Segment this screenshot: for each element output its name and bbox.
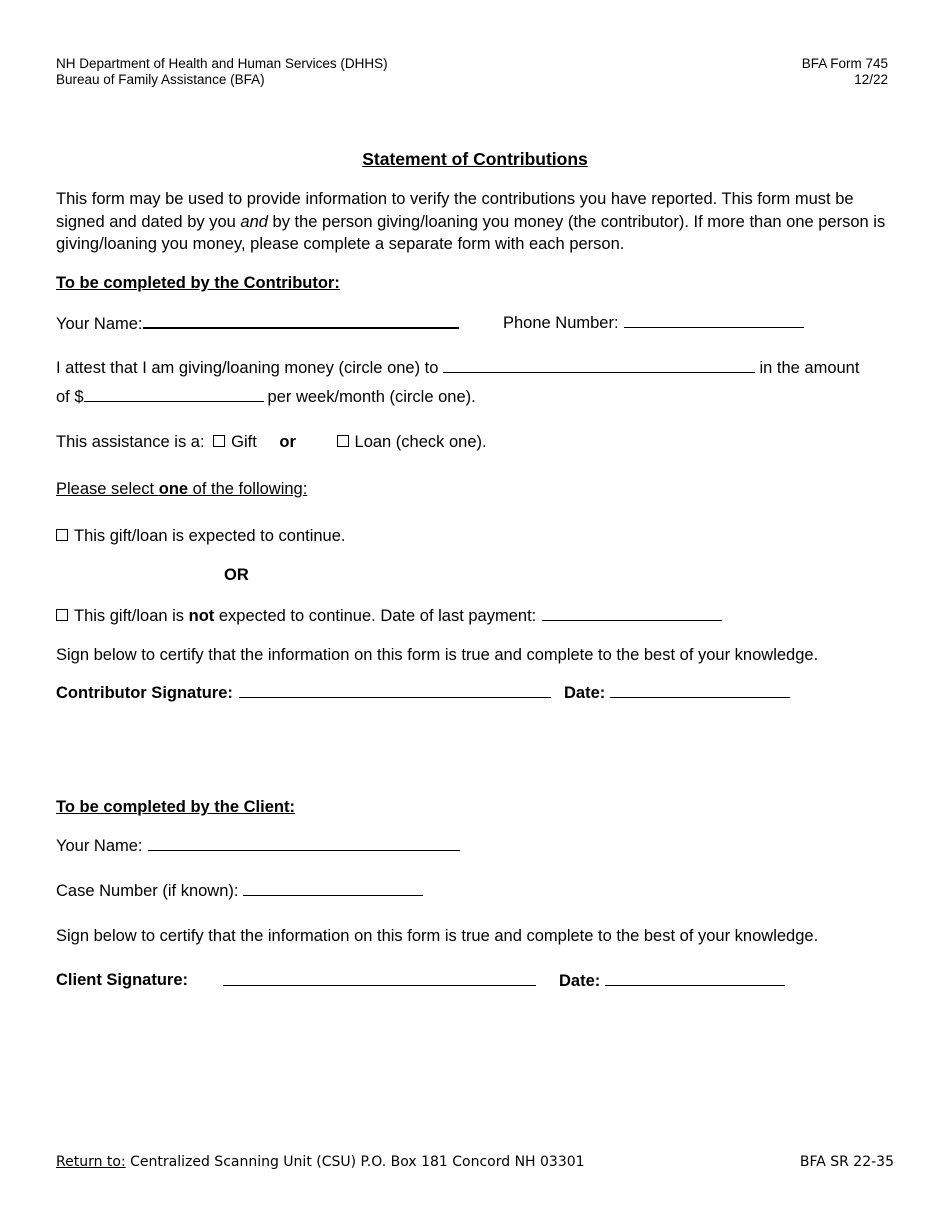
amount-suffix: per week/month (circle one).	[267, 388, 476, 406]
amount-field[interactable]	[84, 385, 264, 402]
form-number: BFA Form 745	[801, 56, 888, 71]
contributor-phone-field[interactable]	[624, 311, 804, 328]
contributor-certify-text: Sign below to certify that the information on this form is true and complete to the best of your knowledge.	[56, 646, 819, 664]
or-divider: OR	[224, 566, 249, 584]
attest-prefix: I attest that I am giving/loaning money (circle one) to	[56, 359, 439, 377]
option-continue-label: This gift/loan is expected to continue.	[74, 527, 346, 545]
client-date-row	[559, 969, 787, 992]
gift-checkbox[interactable]	[213, 435, 225, 447]
contributor-name-field[interactable]	[143, 311, 459, 329]
return-address: Return to: Centralized Scanning Unit (CSU) P.O. Box 181 Concord NH 03301	[56, 1154, 585, 1170]
case-number-row	[56, 879, 425, 902]
client-name-row	[56, 834, 462, 857]
contributor-name-row	[56, 311, 461, 335]
assistance-type-row	[56, 431, 487, 453]
contributor-phone-label: Phone Number:	[503, 314, 619, 332]
gift-label: Gift	[231, 433, 257, 451]
contributor-signature-label: Contributor Signature:	[56, 684, 233, 702]
loan-checkbox[interactable]	[337, 435, 349, 447]
form-code: BFA SR 22-35	[799, 1154, 894, 1170]
client-name-label: Your Name:	[56, 837, 143, 855]
client-signature-field[interactable]	[223, 969, 536, 986]
last-payment-date-field[interactable]	[542, 604, 722, 621]
client-date-field[interactable]	[605, 969, 785, 986]
department-name: NH Department of Health and Human Services (DHHS)	[56, 56, 388, 71]
contributor-date-field[interactable]	[610, 681, 790, 698]
contributor-date-row	[564, 681, 792, 704]
contributor-signature-field[interactable]	[239, 681, 551, 698]
amount-prefix: of $	[56, 388, 84, 406]
page-title: Statement of Contributions	[362, 149, 588, 169]
attest-row	[56, 356, 859, 379]
intro-emphasis: and	[240, 212, 268, 231]
client-signature-field-wrap	[223, 969, 536, 992]
continue-checkbox[interactable]	[56, 529, 68, 541]
select-instruction: Please select one of the following:	[56, 480, 308, 498]
case-number-field[interactable]	[243, 879, 423, 896]
case-number-label: Case Number (if known):	[56, 882, 239, 900]
form-date: 12/22	[854, 72, 888, 87]
client-heading: To be completed by the Client:	[56, 798, 295, 816]
client-name-field[interactable]	[148, 834, 460, 851]
loan-label: Loan (check one).	[354, 433, 487, 451]
client-certify-text: Sign below to certify that the information on this form is true and complete to the best of your knowledge.	[56, 927, 819, 945]
attest-suffix: in the amount	[759, 359, 860, 377]
select-emphasis: one	[158, 480, 189, 498]
contributor-name-label: Your Name:	[56, 315, 143, 333]
client-date-label: Date:	[559, 972, 601, 990]
contributor-signature-row	[56, 681, 553, 704]
amount-row	[56, 385, 476, 408]
return-label: Return to:	[56, 1154, 126, 1170]
contributor-phone-row	[503, 311, 806, 334]
assistance-label: This assistance is a:	[56, 433, 205, 451]
contributor-date-label: Date:	[564, 684, 606, 702]
not-continue-checkbox[interactable]	[56, 609, 68, 621]
bureau-name: Bureau of Family Assistance (BFA)	[56, 72, 265, 87]
option-not-continue-row	[56, 604, 724, 627]
intro-paragraph: This form may be used to provide information to verify the contributions you have reported. This form must be signed and dated by you and by the person giving/loaning you money (the contributor). If more than one person is giving/loaning you money, please complete a separate form with each person.	[56, 190, 886, 253]
client-signature-label: Client Signature:	[56, 971, 189, 989]
option-not-continue-label: This gift/loan is not expected to continue. Date of last payment:	[74, 607, 537, 625]
contributor-heading: To be completed by the Contributor:	[56, 274, 340, 292]
or-label: or	[279, 433, 296, 451]
recipient-name-field[interactable]	[443, 356, 755, 373]
option-continue-row	[56, 525, 346, 547]
